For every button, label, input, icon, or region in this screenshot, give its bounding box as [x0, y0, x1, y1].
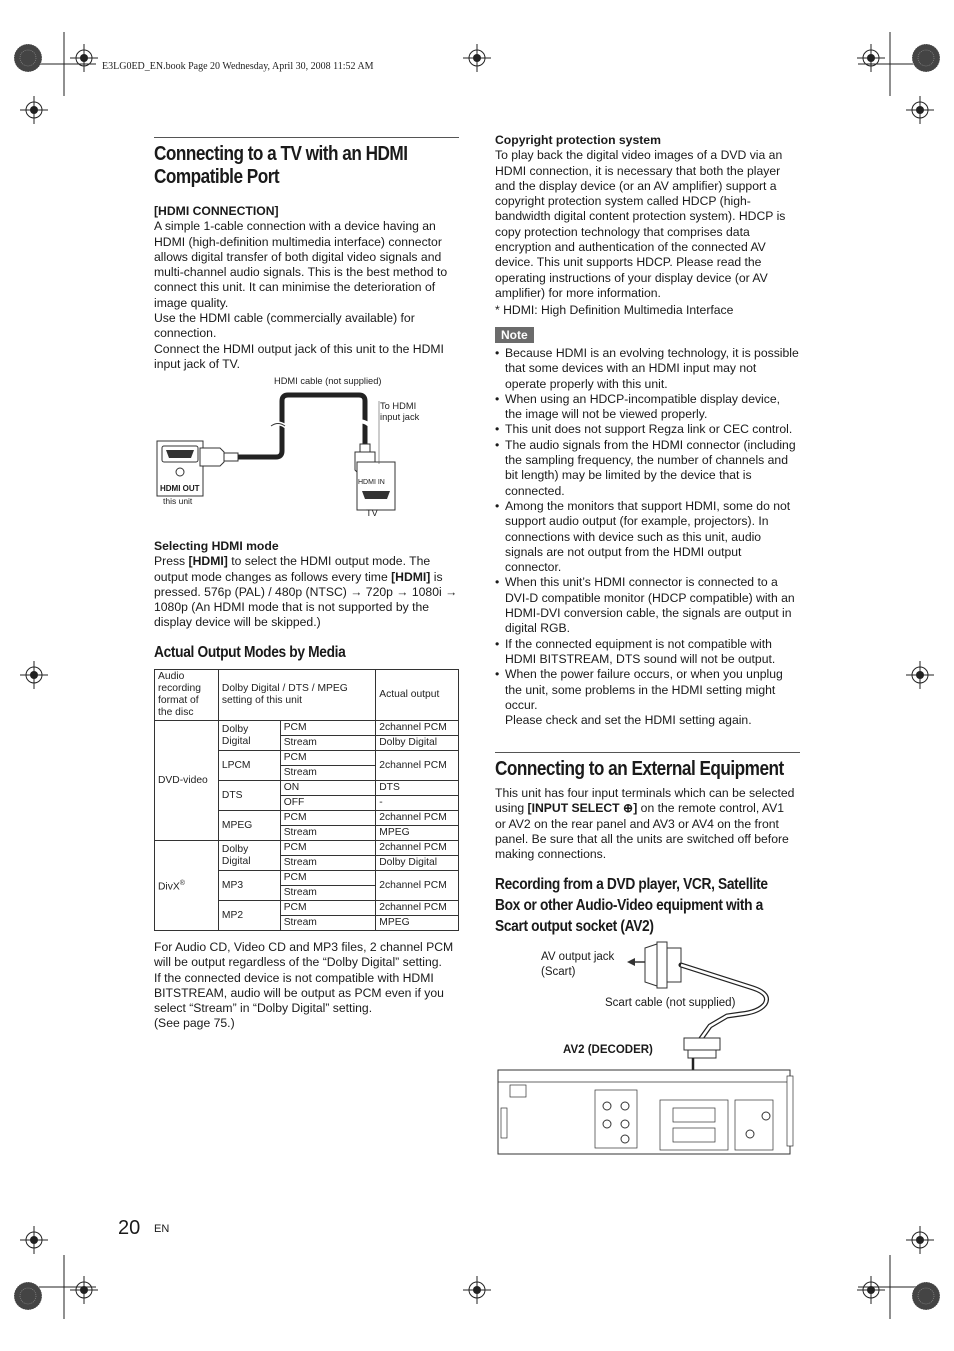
after-table-paragraph-1: For Audio CD, Video CD and MP3 files, 2 channel PCM will be output regardless of the “Dolby Digital” setting.: [154, 940, 454, 970]
recording-title-line-3: Scart output socket (AV2): [495, 918, 654, 935]
table-cell: PCM: [280, 871, 376, 886]
divx-label: DivX: [158, 881, 180, 893]
table-header-cell: Actual output: [376, 670, 459, 721]
table-row: [155, 721, 459, 736]
hdmi-cable-label: HDMI cable (not supplied): [274, 376, 382, 386]
table-cell: Stream: [280, 736, 376, 751]
table-cell: Stream: [280, 766, 376, 781]
table-cell: MPEG: [376, 826, 459, 841]
external-text-c: on the remote control, AV1 or AV2 on the rear panel and AV3 or AV4 on the front panel. Be sure that all the units are switched off before making connections.: [495, 801, 789, 862]
note-badge-wrap: [495, 326, 534, 344]
note-badge: Note: [495, 327, 534, 343]
notes-final-line: Please check and set the HDMI setting again.: [505, 713, 752, 728]
table-cell: Stream: [280, 856, 376, 871]
output-modes-heading: Actual Output Modes by Media: [154, 644, 346, 661]
output-modes-table: [154, 669, 459, 931]
hdmi-input-label-line1: To HDMI: [380, 401, 417, 411]
table-cell: DTS: [218, 781, 280, 811]
hdmi-input-label-line2: input jack: [380, 412, 420, 422]
hdmi-connection-heading: [HDMI CONNECTION]: [154, 204, 279, 218]
copyright-section: [495, 133, 800, 319]
after-table-paragraph-3: (See page 75.): [154, 1016, 235, 1031]
hdmi-button-ref-1: [HDMI]: [188, 554, 228, 569]
hdmi-title-line-1: Connecting to a TV with an HDMI: [154, 143, 408, 165]
table-cell: PCM: [280, 751, 376, 766]
modes-heading-wrap: [154, 642, 377, 663]
table-cell: 2channel PCM: [376, 811, 459, 826]
table-cell: PCM: [280, 721, 376, 736]
selecting-hdmi-mode: [154, 539, 459, 631]
notes-list-wrap: [495, 346, 800, 728]
external-intro: [495, 786, 795, 862]
book-info-line: E3LG0ED_EN.book Page 20 Wednesday, April 30, 2008 11:52 AM: [102, 61, 374, 72]
selecting-hdmi-heading: Selecting HDMI mode: [154, 539, 279, 553]
copyright-paragraph: To play back the digital video images of a DVD via an HDMI connection, it is necessary that both the player and the display device (or an AV amplifier) support a copyright protection system called HDCP (high-bandwidth digital content protection system). HDCP is copy protection technology that comprises data encryption and authentication of the connected AV device. This unit supports HDCP. Please read the operating instructions of your display device (or AV amplifier) for more information.: [495, 148, 786, 300]
table-cell: 2channel PCM: [376, 871, 459, 901]
copyright-heading: Copyright protection system: [495, 133, 661, 147]
table-cell: 2channel PCM: [376, 721, 459, 736]
table-cell: Dolby Digital: [376, 736, 459, 751]
table-cell: PCM: [280, 901, 376, 916]
table-cell: Dolby Digital: [218, 721, 280, 751]
table-cell: -: [376, 796, 459, 811]
av2-decoder-label: AV2 (DECODER): [563, 1044, 653, 1056]
language-code: EN: [154, 1223, 170, 1235]
hdmi-section-title: [154, 143, 449, 189]
input-select-ref: [INPUT SELECT ⊕]: [527, 801, 638, 816]
scart-connection-diagram: [495, 940, 800, 1160]
registered-mark: ®: [179, 879, 185, 887]
this-unit-label: this unit: [163, 496, 193, 506]
hdmi-title-line-2: Compatible Port: [154, 166, 280, 188]
hdmi-intro-paragraph-2: Use the HDMI cable (commercially available) for connection.: [154, 311, 415, 341]
table-cell: 2channel PCM: [376, 751, 459, 781]
recording-title: [495, 874, 812, 937]
note-item: • The audio signals from the HDMI connector (including the sampling frequency, the number of channels and bit length) may be limited by the device that is connected.: [495, 438, 800, 499]
selecting-text-e: is pressed. 576p (PAL) / 480p (NTSC) → 720p → 1080i → 1080p (An HDMI mode that is not supported by the display device will be skipped.): [154, 569, 458, 630]
external-title-wrap: [495, 758, 831, 781]
table-cell: Dolby Digital: [218, 841, 280, 871]
selecting-text-a: Press: [154, 554, 189, 569]
scart-cable-label: Scart cable (not supplied): [605, 997, 736, 1009]
recording-title-line-2: Box or other Audio-Video equipment with a: [495, 897, 763, 914]
table-cell: 2channel PCM: [376, 901, 459, 916]
after-table-text: [154, 940, 459, 1032]
av-output-label-line1: AV output jack: [541, 951, 615, 963]
selecting-hdmi-paragraph: [154, 554, 459, 630]
table-row: [155, 841, 459, 856]
table-cell: Stream: [280, 916, 376, 931]
table-cell: 2channel PCM: [376, 841, 459, 856]
after-table-paragraph-2: If the connected device is not compatible with HDMI BITSTREAM, audio will be output as PCM even if you select “Stream” in “Dolby Digital” setting.: [154, 970, 444, 1016]
note-item: • When the power failure occurs, or when you unplug the unit, some problems in the HDMI setting might occur.: [495, 667, 800, 713]
table-cell: LPCM: [218, 751, 280, 781]
table-cell: MPEG: [218, 811, 280, 841]
hdmi-button-ref-2: [HDMI]: [391, 569, 431, 584]
section-rule-left: [154, 137, 459, 138]
hdmi-footnote: * HDMI: High Definition Multimedia Interface: [495, 303, 734, 318]
tv-label: TV: [366, 508, 378, 518]
hdmi-intro-paragraph-1: A simple 1-cable connection with a device having an HDMI (high-definition multimedia interface) connector allows digital transfer of both digital video signals and multi-channel audio signals. This is the best method to connect this unit. It can minimise the deterioration of image quality.: [154, 219, 448, 310]
table-cell: ON: [280, 781, 376, 796]
table-cell: DVD-video: [155, 721, 219, 841]
table-cell: PCM: [280, 811, 376, 826]
note-item: • Because HDMI is an evolving technology, it is possible that some devices with an HDMI input may not operate properly with this unit.: [495, 346, 800, 392]
notes-list: [495, 346, 800, 713]
table-cell: MP3: [218, 871, 280, 901]
external-text-a: This unit has four input terminals which can be selected using: [495, 786, 795, 816]
table-cell: MPEG: [376, 916, 459, 931]
page-number: 20: [118, 1217, 141, 1239]
av-output-label-line2: (Scart): [541, 966, 576, 978]
table-header-row: [155, 670, 459, 721]
recording-title-line-1: Recording from a DVD player, VCR, Satellite: [495, 876, 768, 893]
note-item: • Among the monitors that support HDMI, some do not support audio output (for example, projectors). In connections with device such as this unit, audio signals are not output from the HDMI output connector.: [495, 499, 800, 575]
table-cell: Stream: [280, 826, 376, 841]
hdmi-out-label: HDMI OUT: [160, 484, 200, 493]
table-cell: OFF: [280, 796, 376, 811]
section-rule-right: [495, 752, 800, 753]
table-cell: DTS: [376, 781, 459, 796]
hdmi-intro-paragraph-3: Connect the HDMI output jack of this unit to the HDMI input jack of TV.: [154, 341, 444, 371]
note-item: • If the connected equipment is not compatible with HDMI BITSTREAM, DTS sound will not be output.: [495, 637, 800, 668]
note-item: • When this unit’s HDMI connector is connected to a DVI-D compatible monitor (HDCP compatible) with an HDMI-DVI conversion cable, the signals are output in digital RGB.: [495, 575, 800, 636]
hdmi-connection-diagram: [154, 374, 459, 524]
external-equipment-title: Connecting to an External Equipment: [495, 758, 784, 780]
table-cell: Stream: [280, 886, 376, 901]
note-item: • This unit does not support Regza link or CEC control.: [495, 422, 800, 437]
hdmi-intro: [154, 204, 459, 372]
table-cell: PCM: [280, 841, 376, 856]
table-header-cell: Dolby Digital / DTS / MPEG setting of this unit: [218, 670, 375, 721]
selecting-text-c: to select the HDMI output mode. The output mode changes as follows every time: [154, 554, 431, 584]
table-cell: Dolby Digital: [376, 856, 459, 871]
hdmi-diagram-art: [154, 374, 459, 524]
note-item: • When using an HDCP-incompatible display device, the image will not be viewed properly.: [495, 392, 800, 423]
table-cell: MP2: [218, 901, 280, 931]
table-header-cell: Audio recording format of the disc: [155, 670, 219, 721]
hdmi-in-label: HDMI IN: [358, 479, 385, 486]
table-cell: [155, 841, 219, 931]
